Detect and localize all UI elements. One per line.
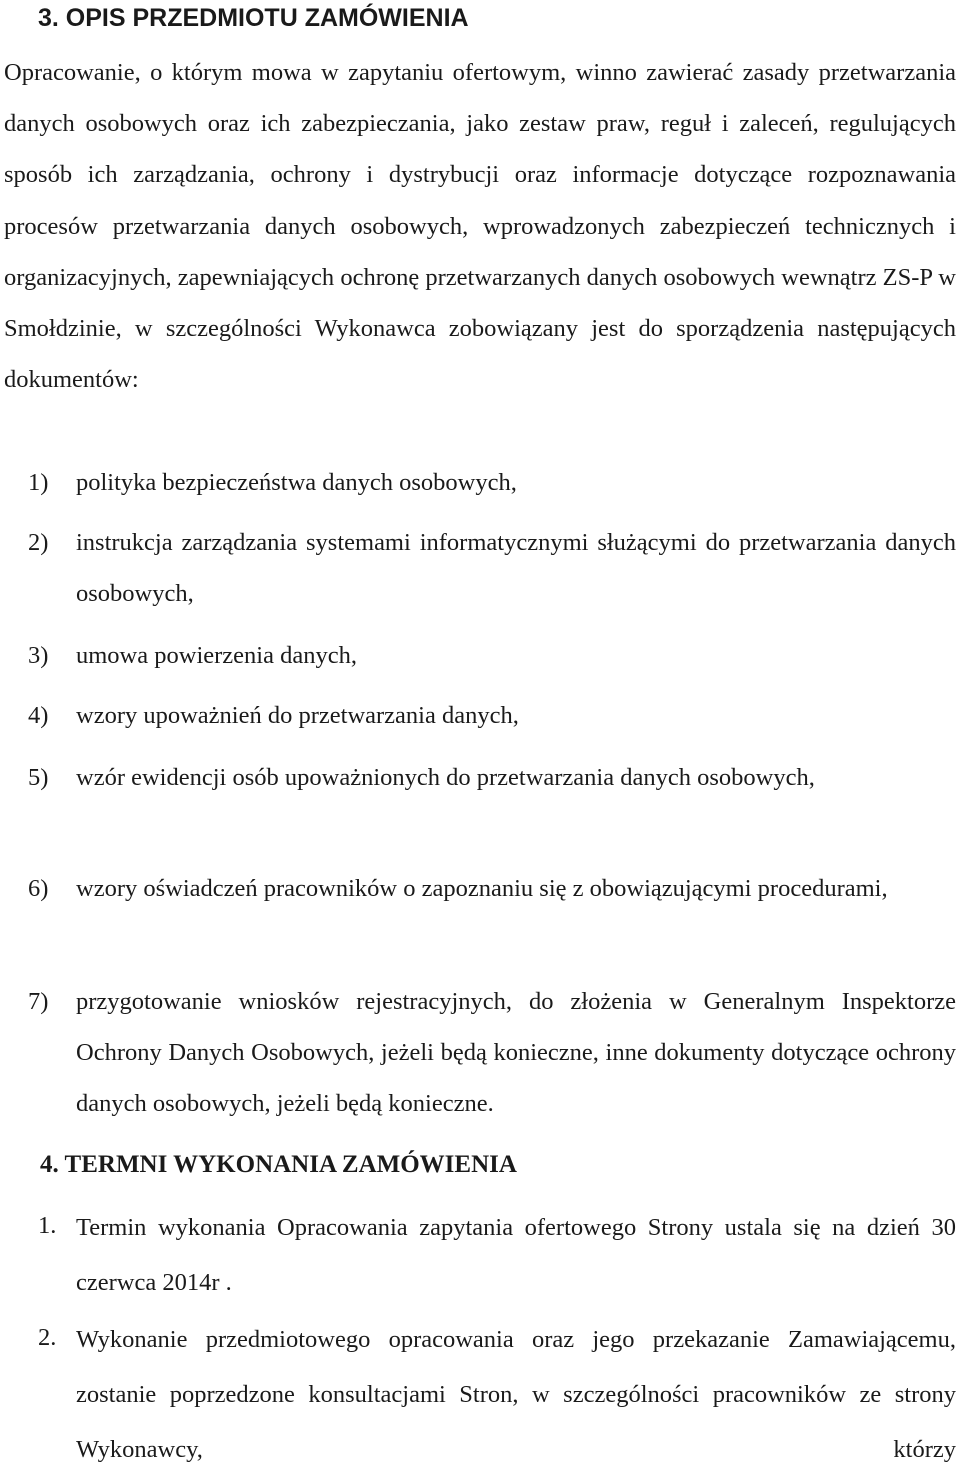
list-item — [28, 457, 956, 508]
list-item-text: instrukcja zarządzania systemami informatycznymi służącymi do przetwarzania danych osobowych, — [76, 529, 956, 608]
term-item — [38, 1312, 956, 1477]
list-item-text: wzory upoważnień do przetwarzania danych, — [76, 702, 519, 729]
list-item — [28, 630, 956, 681]
list-item — [28, 517, 956, 619]
list-item-number: 2) — [28, 529, 49, 556]
list-item-text: wzór ewidencji osób upoważnionych do przetwarzania danych osobowych, — [76, 764, 815, 791]
term-item-text: Wykonanie przedmiotowego opracowania oraz jego przekazanie Zamawiającemu, zostanie poprzedzone konsultacjami Stron, w szczególności pracowników ze strony Wykonawcy, którzy — [76, 1326, 956, 1463]
term-item — [38, 1200, 956, 1310]
term-item-text: Termin wykonania Opracowania zapytania ofertowego Strony ustala się na dzień 30 czerwca 2014r . — [76, 1214, 956, 1296]
list-item — [28, 690, 956, 741]
list-item-number: 6) — [28, 875, 49, 902]
term-item-number: 1. — [38, 1212, 57, 1239]
list-item-number: 5) — [28, 764, 49, 791]
list-item — [28, 863, 956, 914]
list-item — [28, 976, 956, 1130]
list-item-number: 1) — [28, 469, 49, 496]
list-item-number: 7) — [28, 988, 49, 1015]
section-3-heading: 3. OPIS PRZEDMIOTU ZAMÓWIENIA — [38, 4, 469, 32]
list-item — [28, 752, 956, 803]
list-item-text: przygotowanie wniosków rejestracyjnych, do złożenia w Generalnym Inspektorze Ochrony Danych Osobowych, jeżeli będą konieczne, inne dokumenty dotyczące ochrony danych osobowych, jeżeli będą konieczne. — [76, 988, 956, 1118]
section-3-intro-paragraph: Opracowanie, o którym mowa w zapytaniu ofertowym, winno zawierać zasady przetwarzania danych osobowych oraz ich zabezpieczania, jako zestaw praw, reguł i zaleceń, regulujących sposób ich zarządzania, ochrony i dystrybucji oraz informacje dotyczące rozpoznawania procesów przetwarzania danych osobowych, wprowadzonych zabezpieczeń technicznych i organizacyjnych, zapewniających ochronę przetwarzanych danych osobowych wewnątrz ZS-P w Smołdzinie, w szczególności Wykonawca zobowiązany jest do sporządzenia następujących dokumentów: — [4, 59, 956, 394]
list-item-number: 4) — [28, 702, 49, 729]
list-item-text: umowa powierzenia danych, — [76, 642, 357, 669]
list-item-number: 3) — [28, 642, 49, 669]
list-item-text: wzory oświadczeń pracowników o zapoznaniu się z obowiązującymi procedurami, — [76, 875, 888, 902]
list-item-text: polityka bezpieczeństwa danych osobowych, — [76, 469, 517, 496]
term-item-number: 2. — [38, 1324, 57, 1351]
section-4-heading: 4. TERMNI WYKONANIA ZAMÓWIENIA — [40, 1151, 517, 1178]
